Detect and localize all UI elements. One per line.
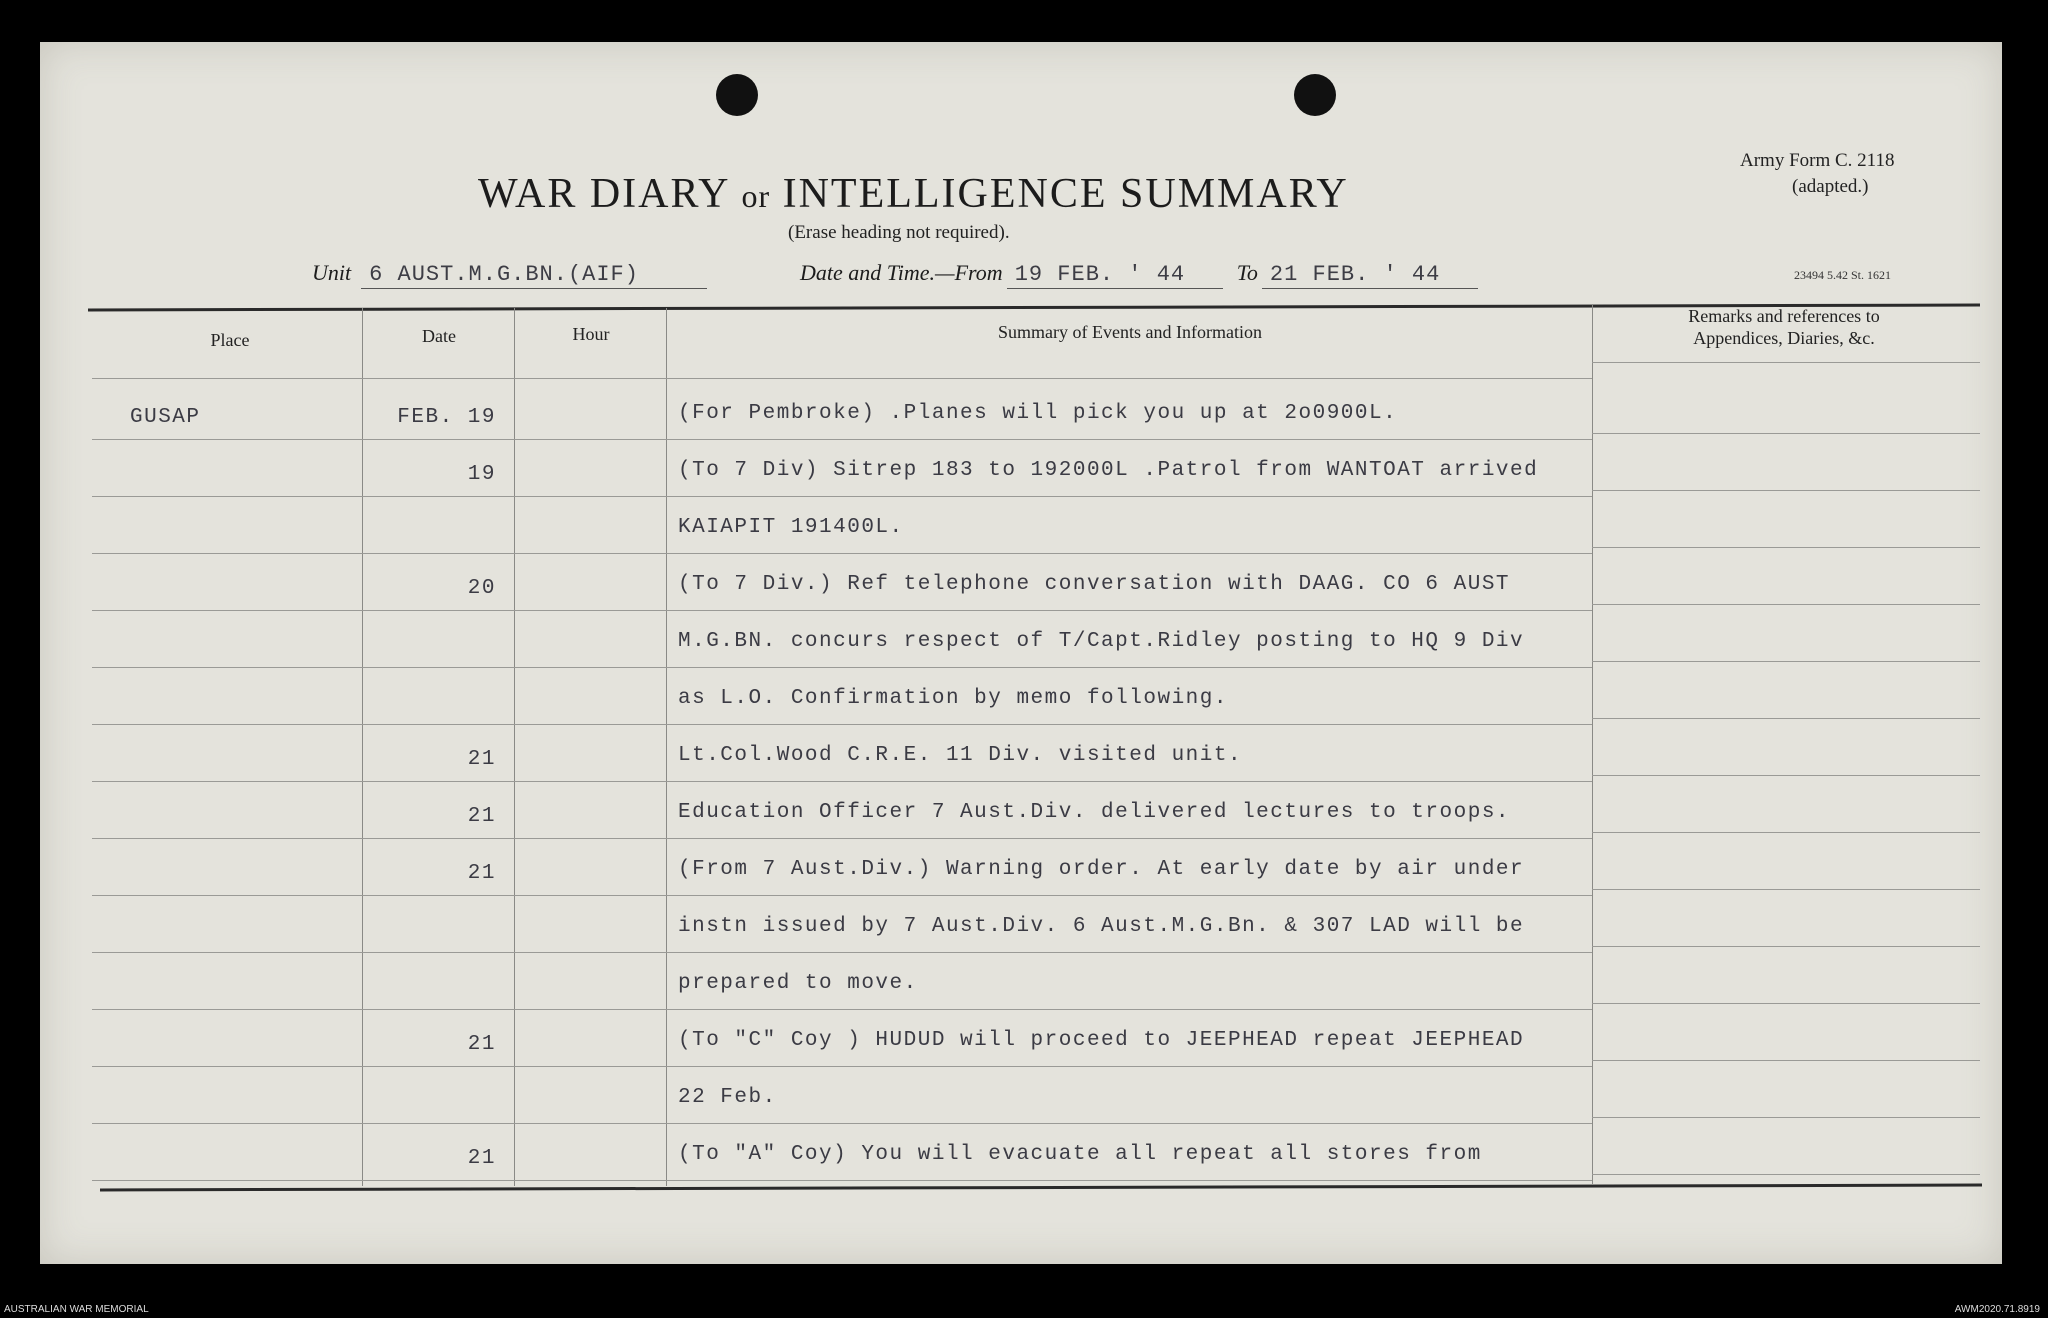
remarks-rule (1592, 1003, 1980, 1004)
entry-date: FEB. 19 (397, 406, 496, 429)
remarks-rule (1592, 775, 1980, 776)
column-header-hour: Hour (572, 324, 610, 344)
entry-date: 19 (467, 463, 496, 486)
remarks-rule (1592, 490, 1980, 491)
title-or: or (741, 178, 771, 214)
page-title (478, 170, 1349, 218)
entry-text: (To "A" Coy) You will evacuate all repeat all stores from (678, 1143, 1482, 1166)
unit-value: 6 AUST.M.G.BN.(AIF) (361, 262, 707, 289)
unit-line (312, 260, 707, 289)
date-from-label: Date and Time.—From (800, 260, 1003, 285)
header-bottom-rule-remarks (1592, 362, 1980, 363)
entry-text: 22 Feb. (678, 1086, 777, 1109)
title-war-diary: WAR DIARY (478, 171, 729, 217)
entry-text: (From 7 Aust.Div.) Warning order. At early date by air under (678, 858, 1525, 881)
row-rule (92, 667, 1592, 668)
entry-text: prepared to move. (678, 972, 918, 995)
remarks-rule (1592, 604, 1980, 605)
row-rule (92, 1066, 1592, 1067)
remarks-rule (1592, 433, 1980, 434)
title-intelligence-summary: INTELLIGENCE SUMMARY (782, 171, 1349, 217)
entry-text: (To 7 Div.) Ref telephone conversation with DAAG. CO 6 AUST (678, 573, 1511, 596)
header-bottom-rule-left (92, 378, 1592, 379)
column-header-summary: Summary of Events and Information (998, 322, 1262, 342)
remarks-rule (1592, 1174, 1980, 1175)
unit-label: Unit (312, 260, 352, 285)
row-rule (92, 838, 1592, 839)
army-form-number: Army Form C. 2118 (1740, 150, 1895, 171)
row-rule (92, 724, 1592, 725)
entry-text: (To "C" Coy ) HUDUD will proceed to JEEPHEAD repeat JEEPHEAD (678, 1029, 1525, 1052)
remarks-rule (1592, 1117, 1980, 1118)
footer-left: AUSTRALIAN WAR MEMORIAL (4, 1304, 149, 1315)
row-rule (92, 1123, 1592, 1124)
entry-place: GUSAP (130, 406, 201, 429)
date-line (800, 260, 1478, 289)
entry-text: as L.O. Confirmation by memo following. (678, 687, 1228, 710)
remarks-rule (1592, 547, 1980, 548)
punch-hole-left (716, 74, 758, 116)
column-header-remarks-line1: Remarks and references to (1688, 306, 1880, 326)
entry-text: M.G.BN. concurs respect of T/Capt.Ridley posting to HQ 9 Div (678, 630, 1525, 653)
row-rule (92, 781, 1592, 782)
table-bottom-rule (100, 1184, 1982, 1192)
remarks-rule (1592, 946, 1980, 947)
adapted-note: (adapted.) (1792, 176, 1869, 197)
column-divider-4 (1592, 304, 1593, 1184)
entry-text: Lt.Col.Wood C.R.E. 11 Div. visited unit. (678, 744, 1243, 767)
entry-text: (For Pembroke) .Planes will pick you up at 2o0900L. (678, 402, 1398, 425)
row-rule (92, 610, 1592, 611)
erase-note: (Erase heading not required). (788, 222, 1010, 243)
entry-text: (To 7 Div) Sitrep 183 to 192000L .Patrol from WANTOAT arrived (678, 459, 1539, 482)
remarks-rule (1592, 889, 1980, 890)
date-from-value: 19 FEB. ' 44 (1007, 262, 1223, 289)
row-rule (92, 496, 1592, 497)
column-header-place: Place (210, 330, 250, 350)
row-rule (92, 952, 1592, 953)
entry-text: KAIAPIT 191400L. (678, 516, 904, 539)
column-header-remarks-line2: Appendices, Diaries, &c. (1693, 328, 1875, 348)
remarks-rule (1592, 661, 1980, 662)
diary-sheet (40, 42, 2002, 1264)
remarks-rule (1592, 1060, 1980, 1061)
row-rule (92, 1009, 1592, 1010)
entry-date: 21 (467, 1147, 496, 1170)
row-rule (92, 553, 1592, 554)
entry-date: 21 (467, 805, 496, 828)
row-rule (92, 439, 1592, 440)
remarks-rule (1592, 718, 1980, 719)
row-rule (92, 895, 1592, 896)
print-code: 23494 5.42 St. 1621 (1794, 268, 1892, 282)
punch-hole-right (1294, 74, 1336, 116)
entry-date: 21 (467, 1033, 496, 1056)
footer-right: AWM2020.71.8919 (1954, 1304, 2040, 1315)
entry-date: 21 (467, 862, 496, 885)
remarks-rule (1592, 832, 1980, 833)
entry-date: 20 (467, 577, 496, 600)
date-to-label: To (1236, 260, 1258, 285)
row-rule (92, 1180, 1592, 1181)
date-to-value: 21 FEB. ' 44 (1262, 262, 1478, 289)
entry-text: Education Officer 7 Aust.Div. delivered lectures to troops. (678, 801, 1511, 824)
column-header-date: Date (422, 326, 456, 346)
entry-date: 21 (467, 748, 496, 771)
entry-text: instn issued by 7 Aust.Div. 6 Aust.M.G.Bn. & 307 LAD will be (678, 915, 1525, 938)
